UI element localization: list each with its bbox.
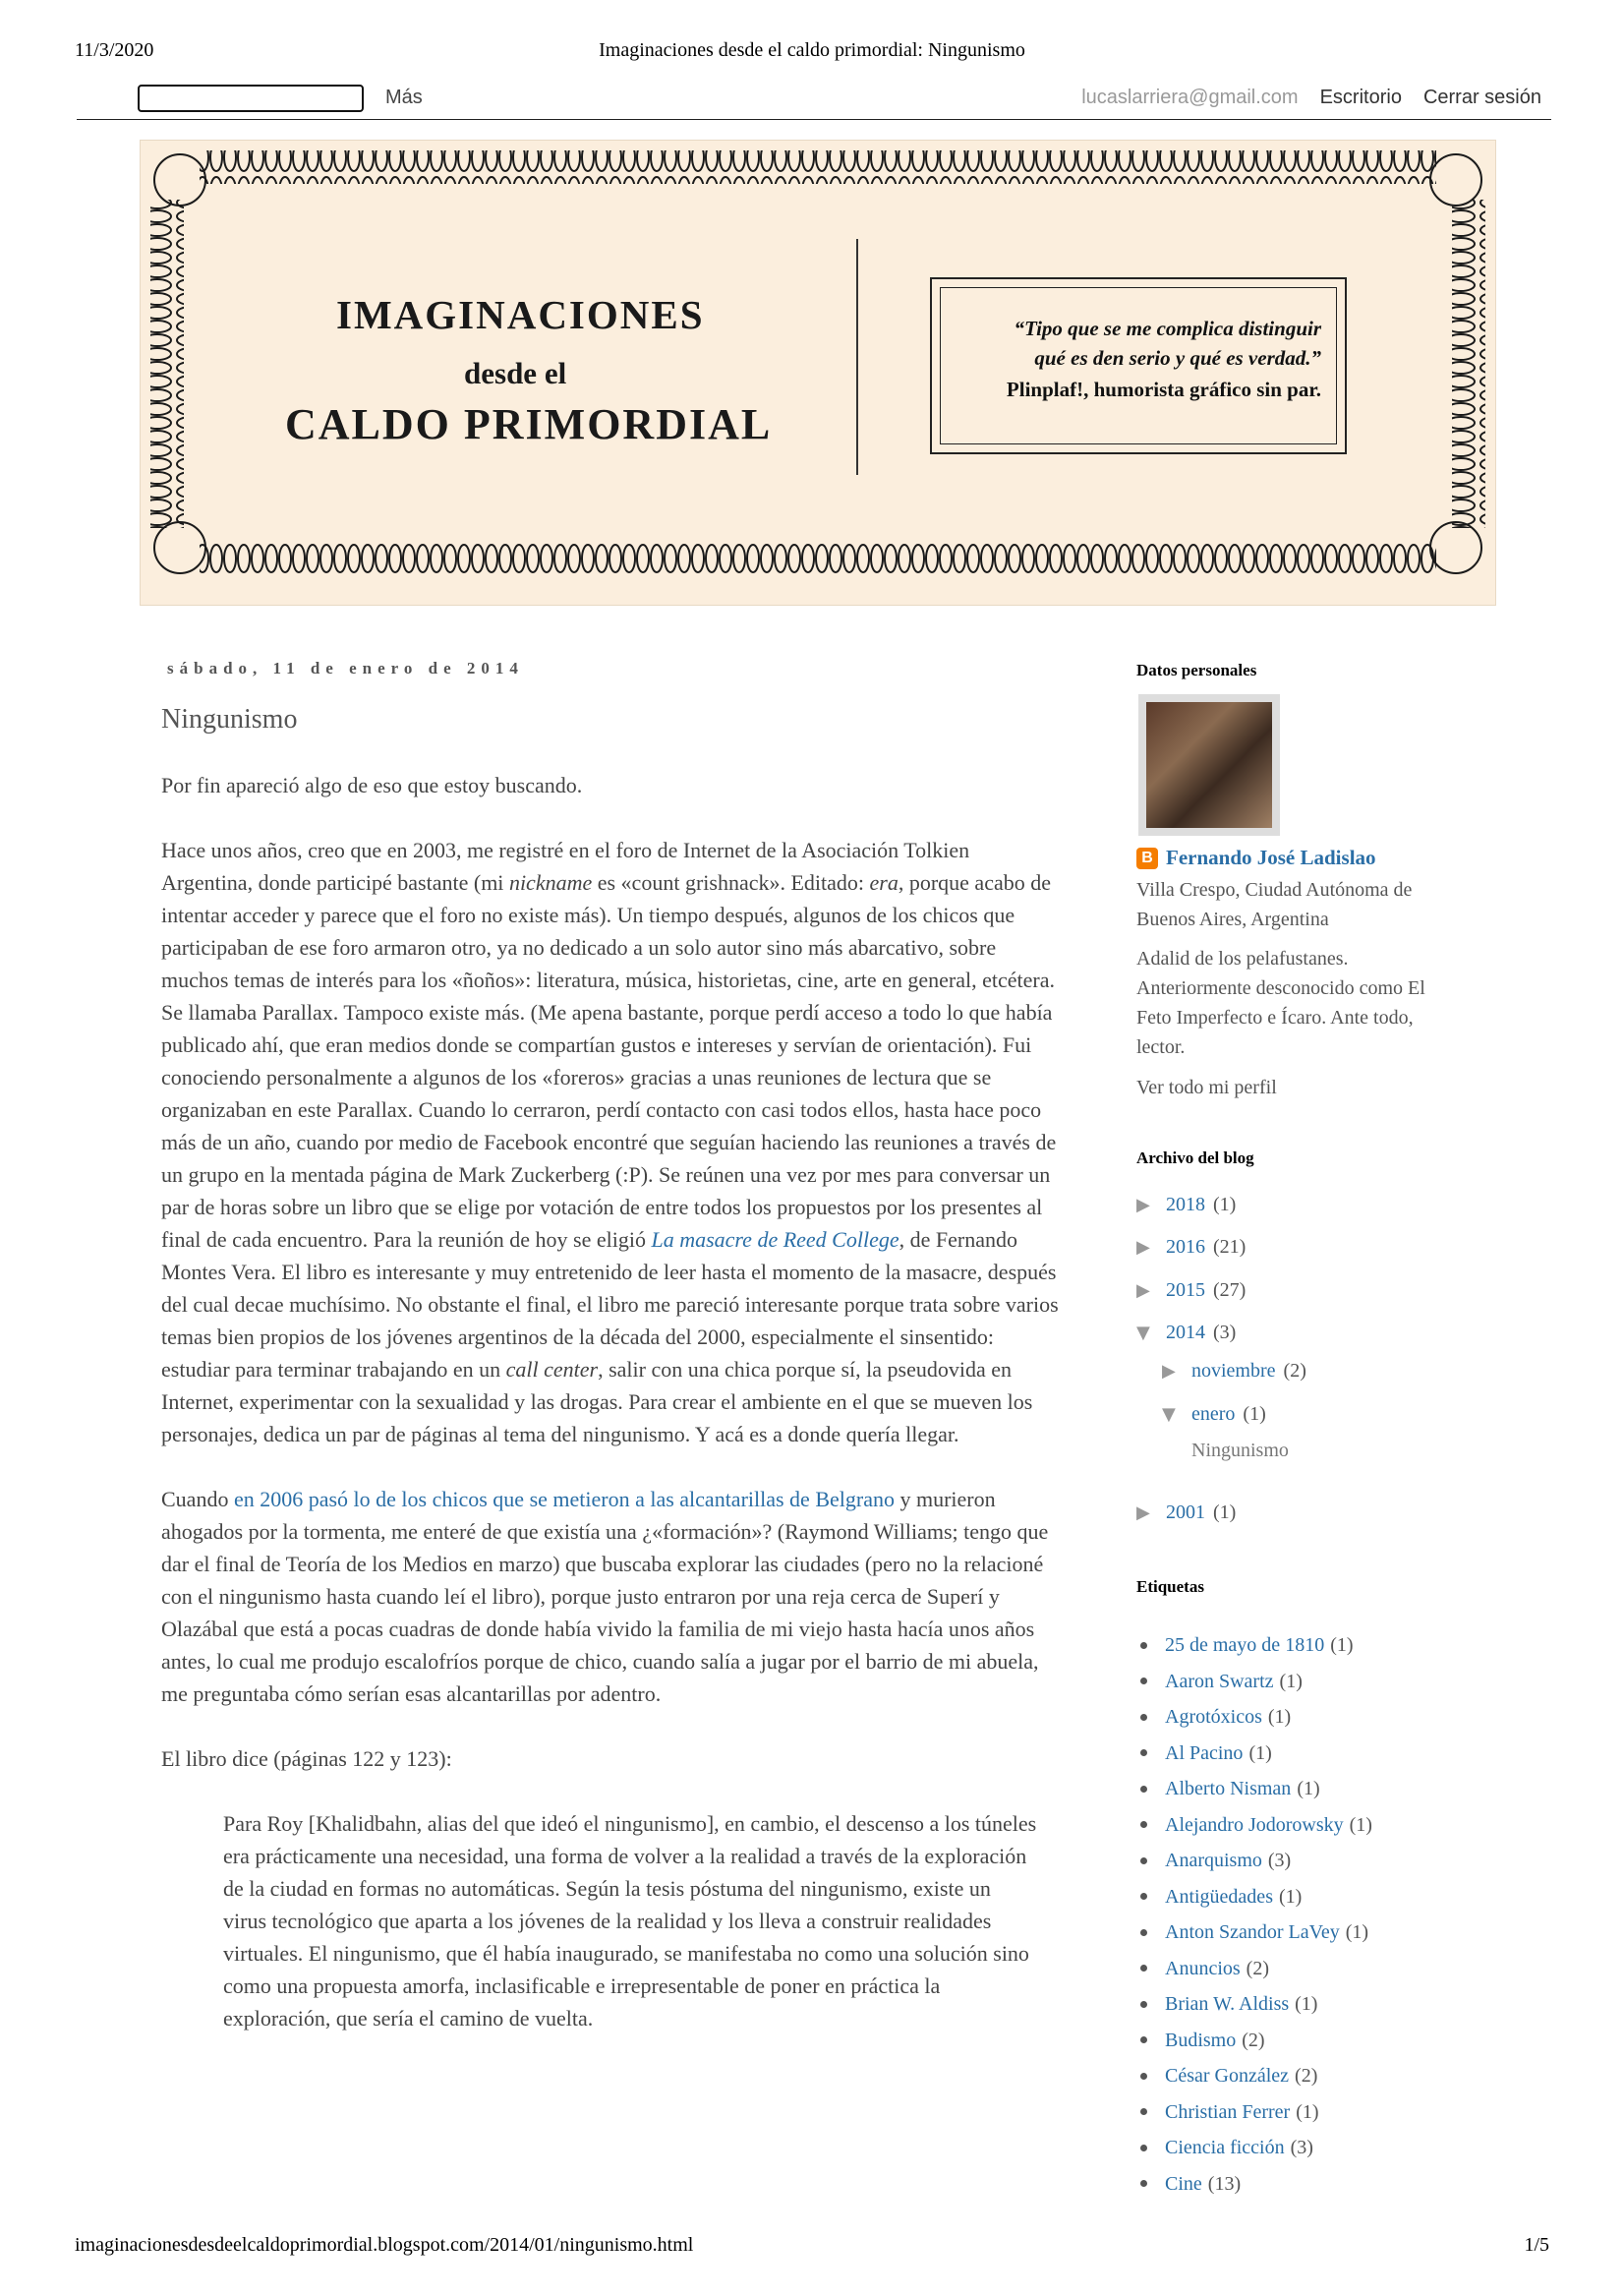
archive-count: (27) (1213, 1279, 1247, 1301)
label-item (1140, 1843, 1372, 1879)
label-link[interactable]: 25 de mayo de 1810 (1165, 1634, 1325, 1656)
profile-heading-text: Datos personales (1136, 661, 1257, 679)
label-link[interactable]: César González (1165, 2065, 1290, 2087)
bullet-icon (1140, 2036, 1147, 2043)
label-item (1140, 1879, 1372, 1915)
bullet-icon (1140, 2145, 1147, 2151)
label-item (1140, 1736, 1372, 1772)
label-count: (1) (1279, 1670, 1303, 1692)
archive-year-2001[interactable] (1136, 1501, 1236, 1524)
archive-count: (1) (1243, 1403, 1266, 1425)
label-count: (2) (1246, 1957, 1269, 1979)
archive-count: (3) (1213, 1322, 1237, 1343)
post-paragraph-4: El libro dice (páginas 122 y 123): (161, 1746, 452, 1771)
text: , salir con una chica porque sí, la pseudovida en Internet, experimentar con la sexualidad y las drogas. Para crear el ambiente en el que se mueven los personajes, dedica un par de páginas al tema del ningunismo. Y acá es a donde quería llegar. (161, 1357, 1033, 1446)
label-count: (13) (1207, 2172, 1242, 2195)
label-count: (3) (1267, 1850, 1292, 1871)
label-count: (2) (1242, 2029, 1265, 2051)
banner-quote-line1: “Tipo que se me complica distinguir (1014, 317, 1321, 340)
archive-year-link[interactable]: 2018 (1166, 1194, 1205, 1215)
archive-heading (1136, 1148, 1471, 1168)
print-url: imaginacionesdesdeelcaldoprimordial.blogspot.com/2014/01/ningunismo.html (75, 2234, 694, 2256)
expand-triangle-icon[interactable]: ▶ (1136, 1195, 1150, 1215)
archive-month-link[interactable]: noviembre (1191, 1360, 1276, 1382)
expand-triangle-icon[interactable]: ▶ (1136, 1280, 1150, 1301)
bullet-icon (1140, 1786, 1147, 1793)
label-count: (1) (1349, 1813, 1372, 1836)
label-link[interactable]: Ciencia ficción (1165, 2137, 1285, 2158)
label-count: (3) (1290, 2137, 1313, 2158)
archive-current-post: Ningunismo (1191, 1440, 1289, 1461)
profile-location: Villa Crespo, Ciudad Autónoma de Buenos Aires, Argentina (1136, 879, 1413, 930)
post-paragraph-1: Por fin apareció algo de eso que estoy buscando. (161, 773, 583, 797)
banner-quote-attribution: Plinplaf!, humorista gráfico sin par. (1006, 378, 1321, 401)
bullet-icon (1140, 1714, 1147, 1721)
archive-count: (21) (1213, 1236, 1247, 1258)
archive-heading-text: Archivo del blog (1136, 1148, 1254, 1167)
archive-count: (2) (1283, 1360, 1306, 1382)
print-page-number: 1/5 (1524, 2234, 1549, 2256)
labels-list (1140, 1627, 1372, 2202)
blogger-icon: B (1136, 848, 1158, 869)
desktop-link[interactable]: Escritorio (1319, 87, 1402, 108)
banner-divider (856, 239, 858, 475)
label-link[interactable]: Anton Szandor LaVey (1165, 1921, 1340, 1943)
logout-link[interactable]: Cerrar sesión (1422, 87, 1541, 108)
label-item (1140, 1627, 1372, 1664)
archive-month-noviembre[interactable] (1162, 1360, 1306, 1383)
archive-year-link[interactable]: 2014 (1166, 1322, 1205, 1343)
label-count: (1) (1248, 1741, 1272, 1764)
label-item (1140, 2058, 1372, 2094)
label-count: (1) (1278, 1885, 1303, 1908)
bullet-icon (1140, 1857, 1147, 1864)
bullet-icon (1140, 2073, 1147, 2080)
label-count: (1) (1330, 1634, 1354, 1656)
post-paragraph-3 (161, 1483, 1064, 1710)
labels-heading-text: Etiquetas (1136, 1577, 1204, 1596)
label-item (1140, 2130, 1372, 2166)
collapse-triangle-icon[interactable]: ▼ (1136, 1323, 1150, 1343)
bullet-icon (1140, 1821, 1147, 1828)
profile-name-link[interactable]: Fernando José Ladislao (1166, 846, 1376, 869)
emphasis-call-center: call center (505, 1357, 599, 1382)
label-item (1140, 1771, 1372, 1807)
archive-count: (1) (1213, 1194, 1237, 1215)
navbar-divider (77, 119, 1551, 120)
label-count: (1) (1297, 1778, 1320, 1799)
archive-year-2018[interactable] (1136, 1194, 1236, 1216)
archive-year-link[interactable]: 2016 (1166, 1236, 1205, 1258)
label-link[interactable]: Agrotóxicos (1165, 1706, 1262, 1728)
bullet-icon (1140, 1749, 1147, 1756)
profile-bio: Adalid de los pelafustanes. Anteriormente desconocido como El Feto Imperfecto e Ícaro. Ante todo, lector. (1136, 948, 1425, 1058)
label-link[interactable]: Alberto Nisman (1165, 1778, 1292, 1799)
bullet-icon (1140, 1642, 1147, 1649)
bullet-icon (1140, 1893, 1147, 1900)
profile-avatar-frame[interactable] (1138, 694, 1280, 836)
print-title: Imaginaciones desde el caldo primordial: Ningunismo (599, 39, 1025, 61)
text: , porque acabo de intentar acceder y parece que el foro no existe más). Un tiempo después, algunos de los chicos que participaban de ese foro armaron otro, ya no dedicado a un solo autor sino más abarcativo, sobre muchos temas de interés para los «ñoños»: literatura, música, historietas, cine, arte en general, etcétera. Se llamaba Parallax. Tampoco existe más. (Me apena bastante, porque perdí acceso a todo lo que había publicado ahí, que eran medios donde se compartían gustos e intereses y servían de orientación). Fui conociendo personalmente a algunos de los «foreros» gracias a unas reuniones de lectura que se organizaban en este Parallax. Cuando lo cerraron, perdí contacto con casi todos ellos, hasta hace poco más de un año, cuando por medio de Facebook encontré que seguían haciendo las reuniones a través de un grupo en la mentada página de Mark Zuckerberg (:P). Se reúnen una vez por mes para conversar un par de horas sobre un libro que se elige por votación de entre todos los propuestos por los presentes al final de cada encuentro. Para la reunión de hoy se eligió (161, 870, 1057, 1252)
label-link[interactable]: Al Pacino (1165, 1741, 1244, 1764)
post-title[interactable]: Ningunismo (161, 704, 298, 735)
label-count: (2) (1295, 2065, 1318, 2087)
banner-quote-line2: qué es den serio y qué es verdad.” (1034, 346, 1321, 370)
bullet-icon (1140, 2001, 1147, 2008)
profile-name-row (1136, 846, 1376, 870)
label-item (1140, 1914, 1372, 1951)
avatar[interactable] (1146, 702, 1272, 828)
news-link[interactable]: en 2006 pasó lo de los chicos que se metieron a las alcantarillas de Belgrano (233, 1487, 895, 1511)
expand-triangle-icon[interactable]: ▶ (1162, 1361, 1176, 1382)
label-link[interactable]: Christian Ferrer (1165, 2100, 1291, 2123)
archive-year-2015[interactable] (1136, 1279, 1246, 1302)
archive-month-link[interactable]: enero (1191, 1403, 1236, 1425)
navbar-account (1081, 87, 1541, 109)
label-item (1140, 2023, 1372, 2059)
view-profile-link[interactable]: Ver todo mi perfil (1136, 1077, 1277, 1098)
label-item (1140, 1664, 1372, 1700)
print-date: 11/3/2020 (75, 39, 154, 61)
bullet-icon (1140, 2180, 1147, 2187)
archive-year-link[interactable]: 2015 (1166, 1279, 1205, 1301)
label-link[interactable]: Antigüedades (1165, 1885, 1273, 1908)
bullet-icon (1140, 1965, 1147, 1972)
text: es «count grishnack». Editado: (592, 870, 870, 895)
text: y murieron ahogados por la tormenta, me enteré de que existía una ¿«formación»? (Raymond Williams; tengo que dar el final de Teoría de los Medios en marzo) que buscaba explorar las ciudades (pero no la relacioné con el ningunismo hasta cuando leí el libro), porque justo entraron por una reja cerca de Superí y Olazábal que está a pocas cuadras de donde había vivido la familia de mi viejo hasta hacía unos años antes, lo cual me produjo escalofríos porque de chico, cuando salía a jugar por el barrio de mi abuela, me preguntaba cómo serían esas alcantarillas por adentro. (161, 1487, 1049, 1706)
label-link[interactable]: Anarquismo (1165, 1850, 1262, 1871)
banner-quote-box (930, 277, 1347, 454)
archive-year-link[interactable]: 2001 (1166, 1501, 1205, 1523)
post-paragraph-2 (161, 834, 1064, 1450)
label-item (1140, 2094, 1372, 2131)
more-link[interactable]: Más (385, 87, 423, 108)
emphasis-nickname: nickname (508, 870, 593, 895)
bullet-icon (1140, 1678, 1147, 1684)
bullet-icon (1140, 1929, 1147, 1936)
label-item (1140, 1807, 1372, 1844)
banner-title-line1: IMAGINACIONES (336, 292, 705, 337)
post-body (161, 769, 1064, 2034)
archive-month-enero[interactable] (1162, 1403, 1266, 1426)
banner-title-line2: desde el (464, 356, 567, 390)
label-item (1140, 2166, 1372, 2203)
label-count: (1) (1267, 1706, 1292, 1728)
collapse-triangle-icon[interactable]: ▼ (1162, 1404, 1176, 1425)
text: Cuando (161, 1487, 234, 1511)
label-item (1140, 1951, 1372, 1987)
label-link[interactable]: Alejandro Jodorowsky (1165, 1813, 1344, 1836)
post-date: sábado, 11 de enero de 2014 (167, 659, 524, 677)
search-input[interactable] (138, 85, 364, 112)
label-link[interactable]: Anuncios (1165, 1957, 1241, 1979)
profile-heading (1136, 661, 1471, 680)
label-item (1140, 1986, 1372, 2023)
text: Hace unos años, creo que en 2003, me registré en el foro de Internet de la Asociación Tolkien Argentina, donde participé bastante (mi (161, 838, 970, 895)
archive-count: (1) (1213, 1501, 1237, 1523)
emphasis-era: era (869, 870, 899, 895)
label-count: (1) (1296, 2100, 1319, 2123)
book-link[interactable]: La masacre de Reed College (651, 1227, 899, 1252)
text: , de Fernando Montes Vera. El libro es interesante y muy entretenido de leer hasta el momento de la masacre, después del cual decae muchísimo. No obstante el final, el libro me pareció interesante porque trata sobre varios temas bien propios de los jóvenes argentinos de la década del 2000, especialmente el sinsentido: estudiar para terminar trabajando en un (161, 1227, 1059, 1382)
label-count: (1) (1345, 1921, 1369, 1943)
archive-year-2016[interactable] (1136, 1236, 1246, 1259)
label-link[interactable]: Budismo (1165, 2029, 1237, 2051)
bullet-icon (1140, 2108, 1147, 2115)
expand-triangle-icon[interactable]: ▶ (1136, 1237, 1150, 1258)
user-email: lucaslarriera@gmail.com (1081, 87, 1299, 108)
archive-year-2014[interactable] (1136, 1322, 1236, 1344)
label-link[interactable]: Cine (1165, 2172, 1202, 2195)
book-quote: Para Roy [Khalidbahn, alias del que ideó el ningunismo], en cambio, el descenso a los túneles era prácticamente una necesidad, una forma de volver a la realidad a través de la exploración de la ciudad en formas no automáticas. Según la tesis póstuma del ningunismo, existe un virus tecnológico que aparta a los jóvenes de la realidad y los lleva a construir realidades virtuales. El ningunismo, que él había inaugurado, se manifestaba no como una solución sino como una propuesta amorfa, inclasificable e irrepresentable de poner en práctica la exploración, que sería el camino de vuelta. (223, 1811, 1037, 2031)
label-link[interactable]: Brian W. Aldiss (1165, 1993, 1290, 2015)
label-link[interactable]: Aaron Swartz (1165, 1670, 1274, 1692)
label-count: (1) (1295, 1993, 1318, 2015)
labels-heading (1136, 1577, 1471, 1597)
banner-title-line3: CALDO PRIMORDIAL (285, 400, 773, 448)
expand-triangle-icon[interactable]: ▶ (1136, 1502, 1150, 1523)
label-item (1140, 1699, 1372, 1736)
